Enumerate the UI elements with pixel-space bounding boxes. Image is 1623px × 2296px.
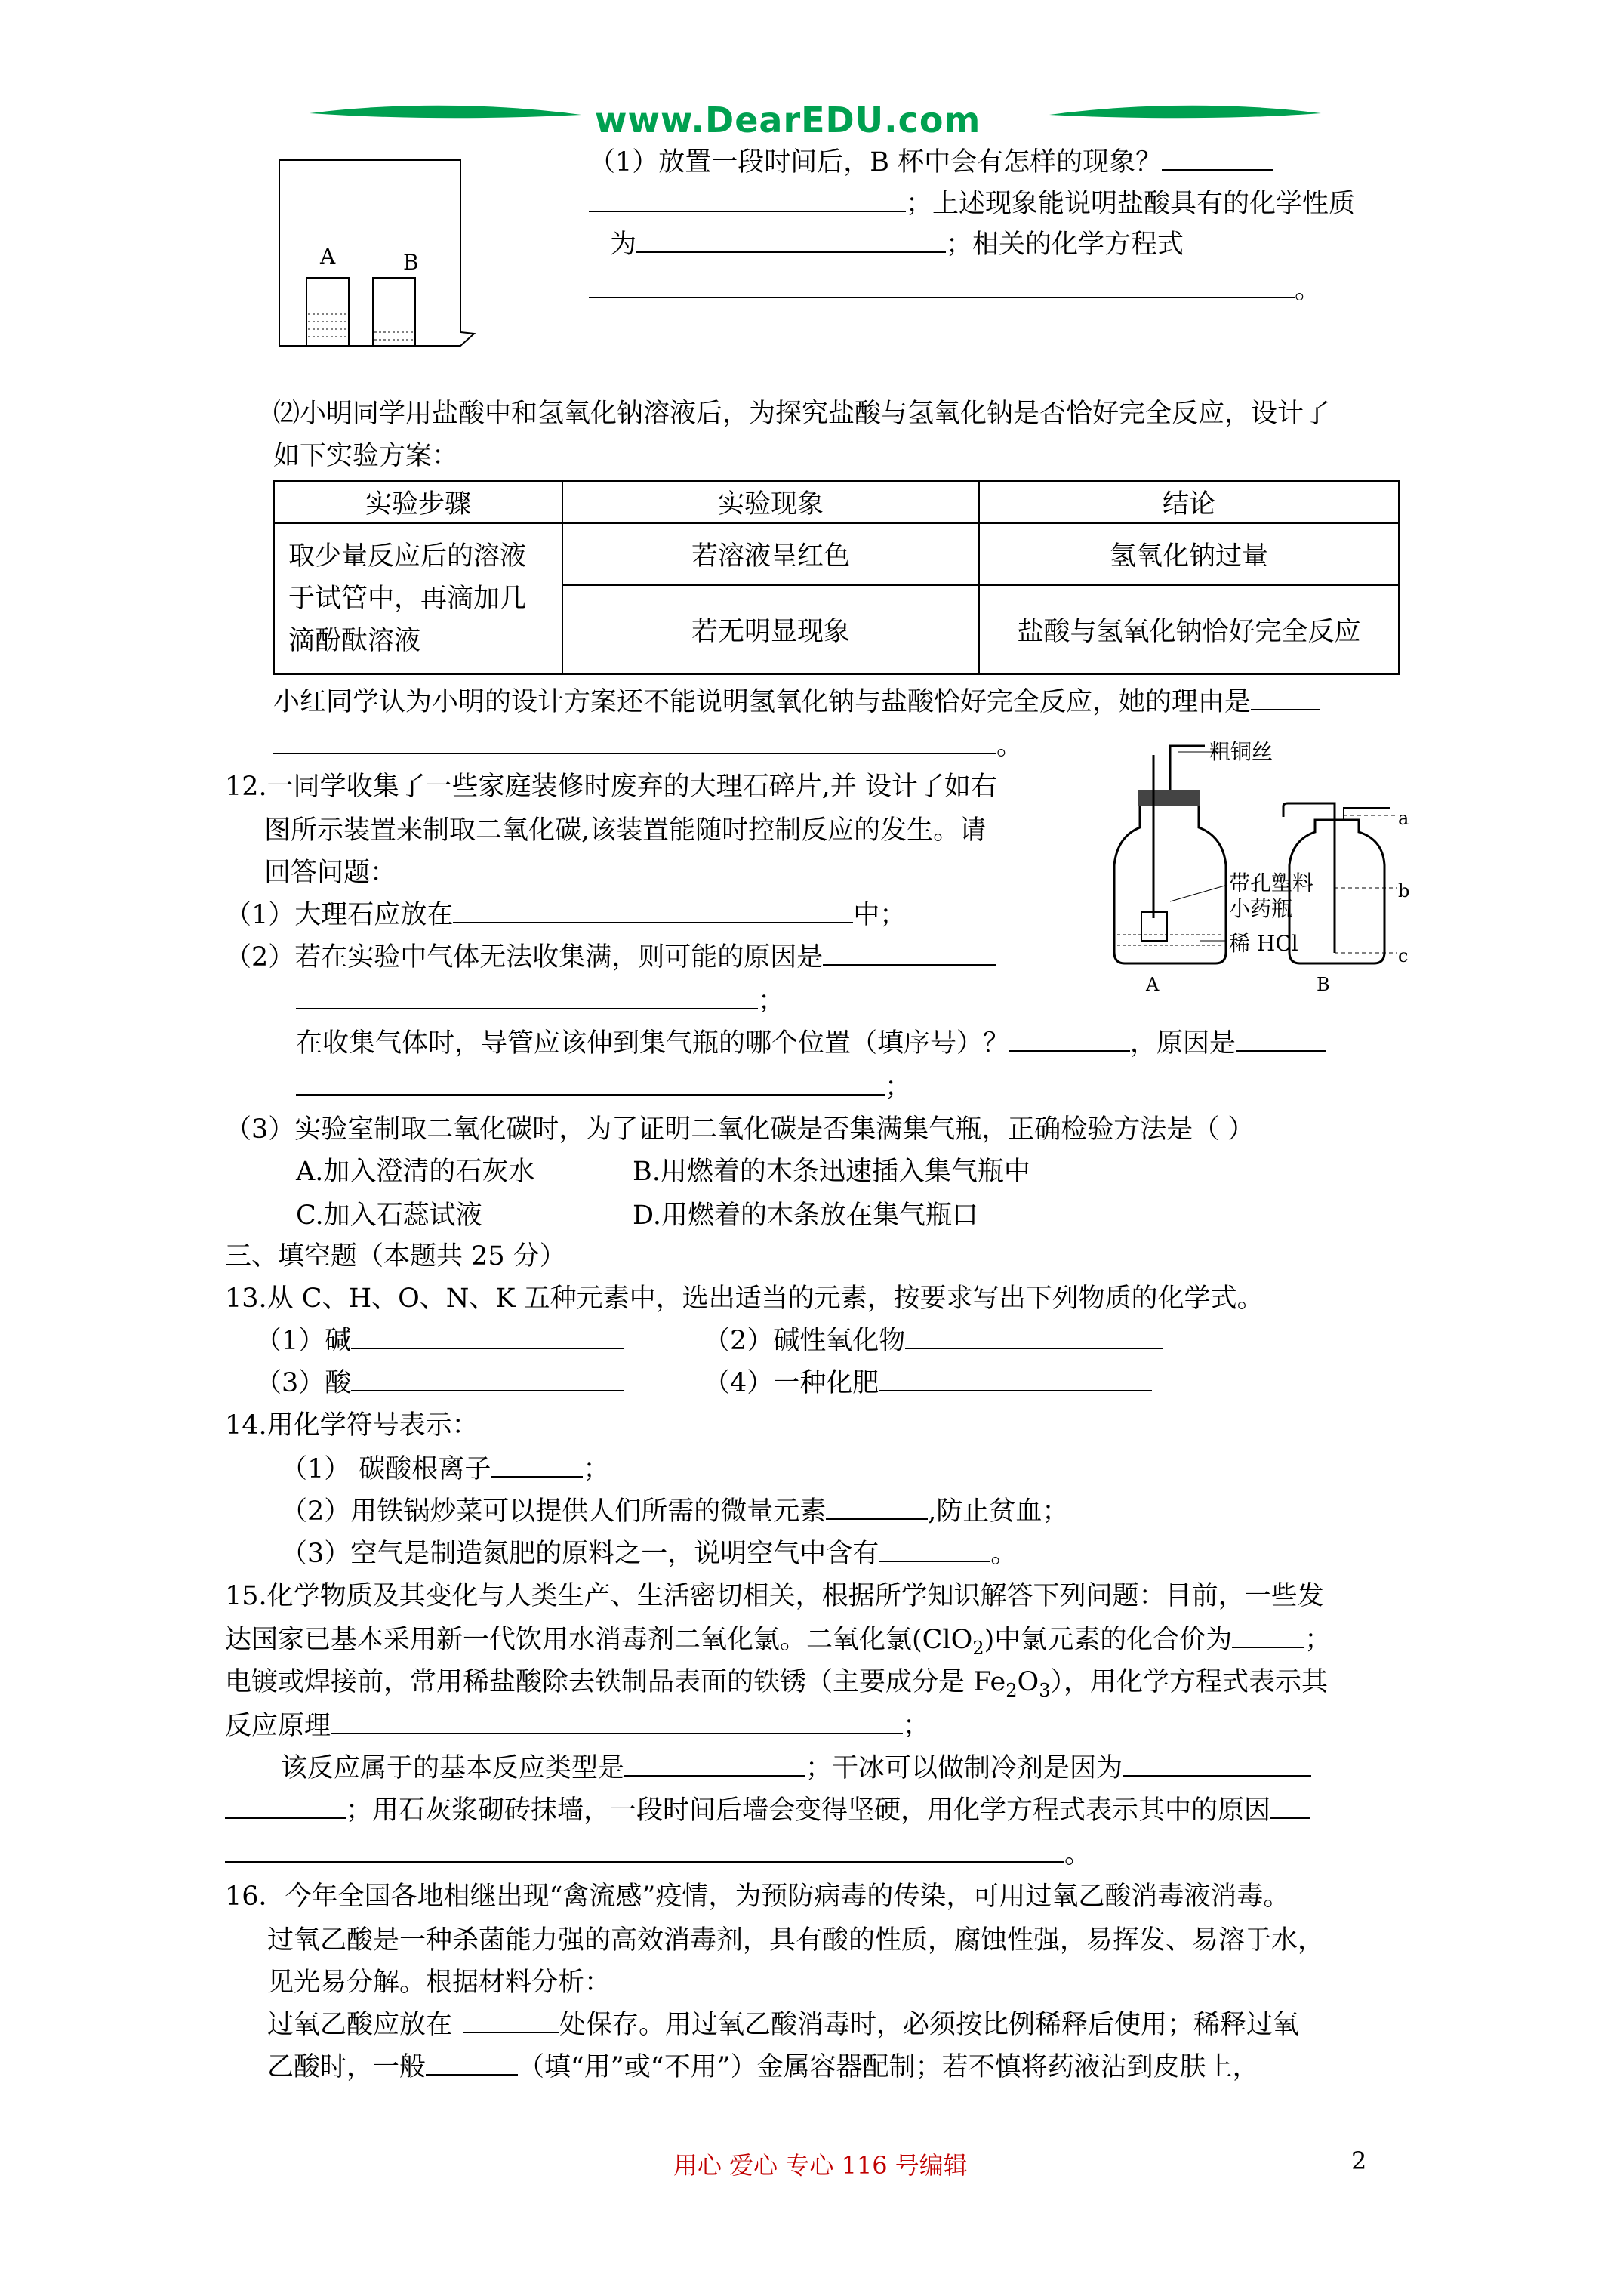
answer-blank[interactable] <box>879 1538 990 1562</box>
table-header-phenomenon: 实验现象 <box>562 481 979 523</box>
q16-line3: 见光易分解。根据材料分析： <box>267 1968 611 1998</box>
answer-blank[interactable] <box>589 274 1295 298</box>
answer-blank[interactable] <box>1236 1028 1326 1052</box>
answer-blank[interactable] <box>1162 146 1273 171</box>
answer-blank[interactable] <box>823 942 996 966</box>
answer-blank[interactable] <box>296 985 758 1009</box>
q11-part2-line1: ⑵小明同学用盐酸中和氢氧化钠溶液后，为探究盐酸与氢氧化钠是否恰好完全反应，设计了 <box>273 399 1331 429</box>
q14-item2: （2）用铁锅炒菜可以提供人们所需的微量元素 ,防止贫血； <box>281 1496 1069 1527</box>
table-cell-conclusion: 氢氧化钠过量 <box>979 523 1399 585</box>
q12-option-a: A.加入澄清的石灰水 <box>296 1157 535 1187</box>
answer-blank[interactable] <box>491 1453 583 1478</box>
answer-blank[interactable] <box>453 899 853 923</box>
page-number: 2 <box>1351 2147 1367 2175</box>
q12-part2-line3: 在收集气体时，导管应该伸到集气瓶的哪个位置（填序号）？ ，原因是 <box>296 1027 1326 1060</box>
q15-line3: 电镀或焊接前，常用稀盐酸除去铁制品表面的铁锈（主要成分是 $Fe_2O_3$），用化学方程式表示其 <box>225 1667 1328 1701</box>
answer-blank[interactable] <box>225 1838 1064 1863</box>
q13-item4: （4）一种化肥 <box>704 1367 1152 1400</box>
answer-blank[interactable] <box>636 229 946 253</box>
label-bottle-a: A <box>1146 974 1160 995</box>
answer-blank[interactable] <box>426 2051 518 2076</box>
q13-item1: （1）碱 <box>255 1324 624 1358</box>
answer-blank[interactable] <box>879 1367 1152 1391</box>
answer-blank[interactable] <box>589 188 906 212</box>
table-header-step: 实验步骤 <box>274 481 562 523</box>
q11-line1: （1）放置一段时间后，B 杯中会有怎样的现象？ <box>589 146 1273 179</box>
table-cell-conclusion: 盐酸与氢氧化钠恰好完全反应 <box>979 585 1399 674</box>
answer-blank[interactable] <box>225 1795 346 1819</box>
q16-line4: 过氧乙酸应放在 处保存。用过氧乙酸消毒时，必须按比例稀释后使用；稀释过氧 <box>267 2010 1300 2040</box>
answer-blank[interactable] <box>331 1710 903 1734</box>
q13-item3: （3）酸 <box>255 1367 624 1400</box>
answer-blank[interactable] <box>296 1071 885 1096</box>
q12-part1: （1）大理石应放在 中； <box>225 900 907 930</box>
q13-intro: 13.从 C、H、O、N、K 五种元素中，选出适当的元素，按要求写出下列物质的化学式。 <box>225 1284 1264 1314</box>
q12-part3: （3）实验室制取二氧化碳时，为了证明二氧化碳是否集满集气瓶，正确检验方法是（ ） <box>225 1114 1255 1145</box>
q16-line5: 乙酸时，一般 （填“用”或“不用”）金属容器配制；若不慎将药液沾到皮肤上， <box>267 2052 1259 2082</box>
answer-blank[interactable] <box>1009 1028 1130 1052</box>
q12-part2-line4: ； <box>296 1071 911 1104</box>
q11-line2: ；上述现象能说明盐酸具有的化学性质 <box>589 187 1355 220</box>
q12-line3: 回答问题： <box>264 858 397 888</box>
answer-blank[interactable] <box>905 1325 1163 1349</box>
q15-line2: 达国家已基本采用新一代饮用水消毒剂二氧化氯。二氧化氯(ClO$_2$)中氯元素的化合价为 ； <box>225 1625 1332 1659</box>
q14-item3: （3）空气是制造氮肥的原料之一，说明空气中含有 。 <box>281 1539 1018 1569</box>
q13-item2: （2）碱性氧化物 <box>704 1324 1163 1358</box>
label-acid: 稀 HCl <box>1229 931 1298 956</box>
q15-line1: 15.化学物质及其变化与人类生产、生活密切相关，根据所学知识解答下列问题：目前，一些发 <box>225 1581 1324 1611</box>
answer-blank[interactable] <box>463 2009 559 2033</box>
q15-line4: 反应原理 ； <box>225 1711 930 1741</box>
table-header-conclusion: 结论 <box>979 481 1399 523</box>
q12-line2: 图所示装置来制取二氧化碳,该装置能随时控制反应的发生。请 <box>264 815 987 846</box>
q15-line5: 该反应属于的基本反应类型是 ；干冰可以做制冷剂是因为 <box>281 1752 1311 1785</box>
answer-blank[interactable] <box>624 1752 805 1777</box>
label-copper-wire: 粗铜丝 <box>1209 739 1273 764</box>
q11-line3: 为 ；相关的化学方程式 <box>610 230 1184 260</box>
q14-intro: 14.用化学符号表示： <box>225 1410 479 1441</box>
table-cell-phenomenon: 若溶液呈红色 <box>562 523 979 585</box>
q14-item1: （1） 碳酸根离子 ； <box>281 1454 610 1484</box>
footer-text: 用心 爱心 专心 116 号编辑 <box>673 2151 968 2180</box>
q15-line7: 。 <box>225 1838 1091 1871</box>
label-position-c: c <box>1398 945 1409 966</box>
label-position-a: a <box>1398 808 1409 829</box>
site-logo-text: www.DearEDU.com <box>595 100 981 140</box>
q11-part2-line2: 如下实验方案： <box>273 441 459 471</box>
q11-reason-line2: 。 <box>273 729 1023 763</box>
q12-option-d: D.用燃着的木条放在集气瓶口 <box>633 1200 978 1231</box>
answer-blank[interactable] <box>826 1496 928 1520</box>
beaker-label-b: B <box>403 250 419 275</box>
answer-blank[interactable] <box>351 1325 624 1349</box>
q12-option-b: B.用燃着的木条迅速插入集气瓶中 <box>633 1157 1030 1187</box>
answer-blank[interactable] <box>1270 1795 1310 1819</box>
label-vial-2: 小药瓶 <box>1229 896 1293 921</box>
beaker-label-a: A <box>320 244 336 269</box>
answer-blank[interactable] <box>1232 1624 1304 1648</box>
label-vial-1: 带孔塑料 <box>1229 871 1314 895</box>
q12-option-c: C.加入石蕊试液 <box>296 1200 482 1231</box>
answer-blank[interactable] <box>351 1367 624 1391</box>
label-bottle-b: B <box>1317 974 1330 995</box>
q11-line4: 。 <box>589 273 1321 307</box>
label-position-b: b <box>1398 880 1410 901</box>
q15-line6: ；用石灰浆砌砖抹墙，一段时间后墙会变得坚硬，用化学方程式表示其中的原因 <box>225 1794 1310 1827</box>
table-cell-step: 取少量反应后的溶液 于试管中，再滴加几 滴酚酞溶液 <box>274 523 562 674</box>
section-3-title: 三、填空题（本题共 25 分） <box>225 1241 566 1271</box>
answer-blank[interactable] <box>273 730 996 754</box>
table-cell-phenomenon: 若无明显现象 <box>562 585 979 674</box>
beaker-figure <box>272 157 483 355</box>
experiment-table <box>273 480 1400 675</box>
q11-reason-line1: 小红同学认为小明的设计方案还不能说明氢氧化钠与盐酸恰好完全反应，她的理由是 <box>273 686 1320 719</box>
q16-line1: 16．今年全国各地相继出现“禽流感”疫情，为预防病毒的传染，可用过氧乙酸消毒液消毒。 <box>225 1881 1290 1912</box>
q16-line2: 过氧乙酸是一种杀菌能力强的高效消毒剂，具有酸的性质，腐蚀性强，易挥发、易溶于水， <box>267 1925 1325 1955</box>
q12-part2: （2）若在实验中气体无法收集满，则可能的原因是 <box>225 941 996 974</box>
answer-blank[interactable] <box>1251 686 1320 710</box>
q12-part2-line2: ； <box>296 985 784 1018</box>
q12-line1: 12.一同学收集了一些家庭装修时废弃的大理石碎片,并 设计了如右 <box>225 772 997 802</box>
answer-blank[interactable] <box>1123 1752 1311 1777</box>
